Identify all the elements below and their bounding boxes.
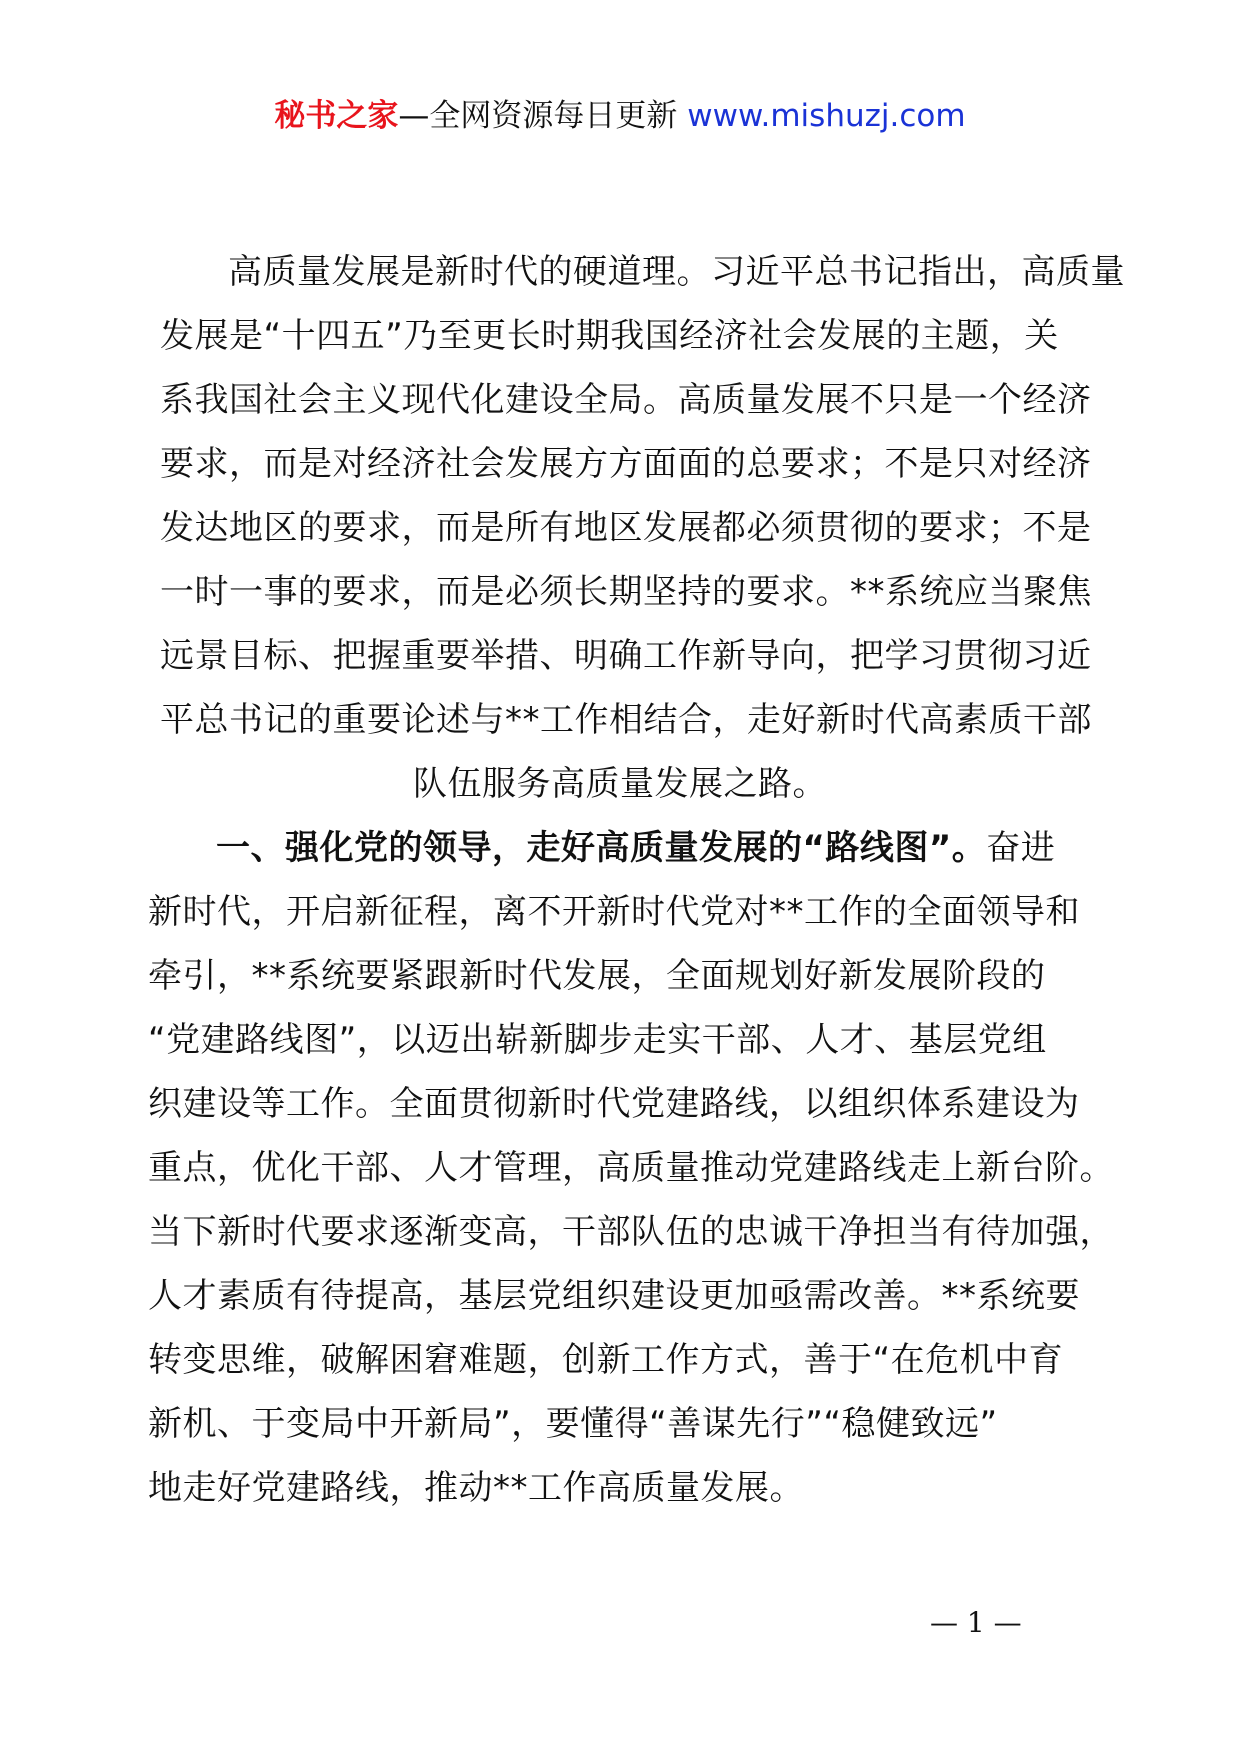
- brand-name: 秘书之家: [274, 98, 399, 134]
- paragraph-line: 远景目标、把握重要举措、明确工作新导向，把学习贯彻习近: [160, 636, 1092, 676]
- paragraph-line: 要求，而是对经济社会发展方方面面的总要求；不是只对经济: [160, 444, 1092, 484]
- site-header: [0, 96, 1240, 136]
- paragraph-line: 织建设等工作。全面贯彻新时代党建路线，以组织体系建设为: [148, 1084, 1080, 1124]
- paragraph-line: 平总书记的重要论述与**工作相结合，走好新时代高素质干部: [160, 700, 1092, 740]
- paragraph-line: 高质量发展是新时代的硬道理。习近平总书记指出，高质量: [228, 252, 1125, 292]
- section-heading: 一、强化党的领导，走好高质量发展的“路线图”。: [216, 828, 987, 868]
- paragraph-line: 转变思维，破解困窘难题，创新工作方式，善于“在危机中育: [148, 1340, 1064, 1380]
- document-body: [148, 240, 1125, 1520]
- paragraph-line: 队伍服务高质量发展之路。: [413, 764, 827, 804]
- paragraph-line: 地走好党建路线，推动**工作高质量发展。: [148, 1468, 804, 1508]
- paragraph-line: 系我国社会主义现代化建设全局。高质量发展不只是一个经济: [160, 380, 1092, 420]
- paragraph-line: 发展是“十四五”乃至更长时期我国经济社会发展的主题，关: [160, 316, 1059, 356]
- paragraph-section-one: [148, 816, 1114, 1520]
- paragraph-line: 新机、于变局中开新局”，要懂得“善谋先行”“稳健致远”: [148, 1404, 998, 1444]
- paragraph-line: 重点，优化干部、人才管理，高质量推动党建路线走上新台阶。: [148, 1148, 1114, 1188]
- page-number: — 1 —: [930, 1606, 1022, 1639]
- paragraph-line: “党建路线图”，以迈出崭新脚步走实干部、人才、基层党组: [148, 1020, 1047, 1060]
- header-separator: —: [398, 98, 430, 134]
- paragraph-line: 新时代，开启新征程，离不开新时代党对**工作的全面领导和: [148, 892, 1080, 932]
- section-heading-line: [148, 816, 1080, 880]
- site-url-link[interactable]: www.mishuzj.com: [687, 98, 966, 134]
- paragraph-line: 当下新时代要求逐渐变高，干部队伍的忠诚干净担当有待加强，: [148, 1212, 1114, 1252]
- paragraph-line: 一时一事的要求，而是必须长期坚持的要求。**系统应当聚焦: [160, 572, 1092, 612]
- paragraph-line: 人才素质有待提高，基层党组织建设更加亟需改善。**系统要: [148, 1276, 1080, 1316]
- paragraph-line: 牵引，**系统要紧跟新时代发展，全面规划好新发展阶段的: [148, 956, 1046, 996]
- header-slogan: 全网资源每日更新: [429, 98, 678, 134]
- paragraph-intro: [160, 240, 1125, 816]
- heading-line-rest: 奋进: [986, 828, 1056, 868]
- paragraph-line: 发达地区的要求，而是所有地区发展都必须贯彻的要求；不是: [160, 508, 1092, 548]
